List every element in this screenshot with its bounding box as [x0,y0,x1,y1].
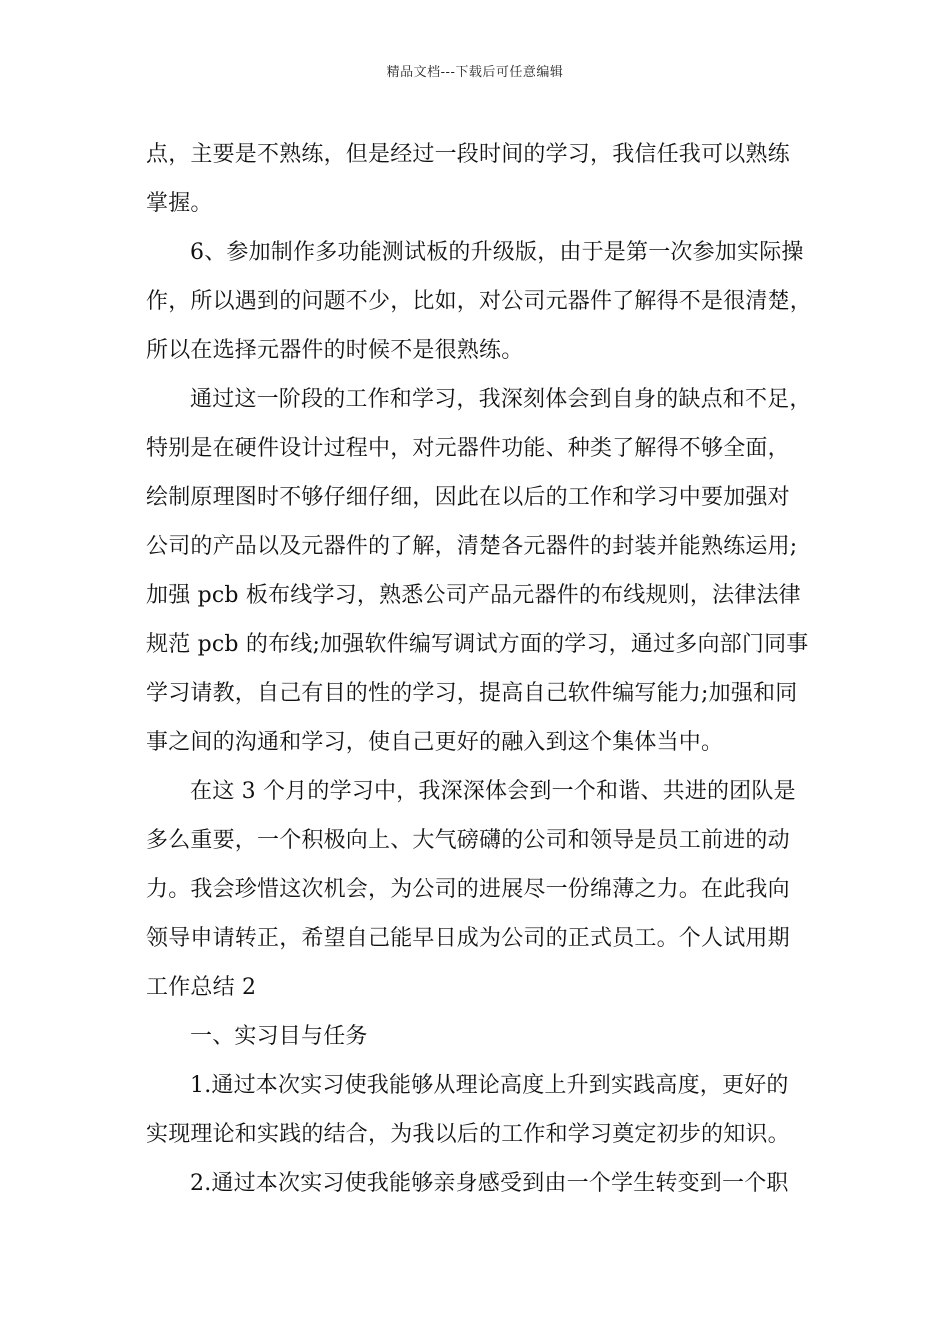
text-line: 领导申请转正，希望自己能早日成为公司的正式员工。个人试用期 [146,926,790,951]
text-line: 1.通过本次实习使我能够从理论高度上升到实践高度，更好的 [190,1073,789,1098]
text-line: 6、参加制作多功能测试板的升级版，由于是第一次参加实际操 [190,240,804,265]
text-line: 一、实习目与任务 [190,1024,368,1049]
text-line: 2.通过本次实习使我能够亲身感受到由一个学生转变到一个职 [190,1171,789,1196]
text-line: 特别是在硬件设计过程中，对元器件功能、种类了解得不够全面， [146,436,790,461]
text-line: 规范 pcb 的布线;加强软件编写调试方面的学习，通过多向部门同事 [146,632,809,657]
text-line: 学习请教，自己有目的性的学习，提高自己软件编写能力;加强和同 [146,681,798,706]
text-line: 所以在选择元器件的时候不是很熟练。 [146,338,524,363]
text-line: 通过这一阶段的工作和学习，我深刻体会到自身的缺点和不足， [190,387,812,412]
text-line: 加强 pcb 板布线学习，熟悉公司产品元器件的布线规则，法律法律 [146,583,801,608]
text-line: 绘制原理图时不够仔细仔细，因此在以后的工作和学习中要加强对 [146,485,790,510]
text-line: 多么重要，一个积极向上、大气磅礴的公司和领导是员工前进的动 [146,828,790,853]
text-line: 作，所以遇到的问题不少，比如，对公司元器件了解得不是很清楚， [146,289,813,314]
page-header: 精品文档---下载后可任意编辑 [386,65,564,80]
text-line: 点，主要是不熟练，但是经过一段时间的学习，我信任我可以熟练 [146,142,790,167]
text-line: 实现理论和实践的结合，为我以后的工作和学习奠定初步的知识。 [146,1122,790,1147]
text-line: 掌握。 [146,191,213,216]
text-line: 力。我会珍惜这次机会，为公司的进展尽一份绵薄之力。在此我向 [146,877,790,902]
text-line: 在这 3 个月的学习中，我深深体会到一个和谐、共进的团队是 [190,779,796,804]
document-body [146,130,816,1208]
text-line: 公司的产品以及元器件的了解，清楚各元器件的封装并能熟练运用; [146,534,798,559]
text-line: 工作总结 2 [146,975,257,1000]
text-line: 事之间的沟通和学习，使自己更好的融入到这个集体当中。 [146,730,724,755]
